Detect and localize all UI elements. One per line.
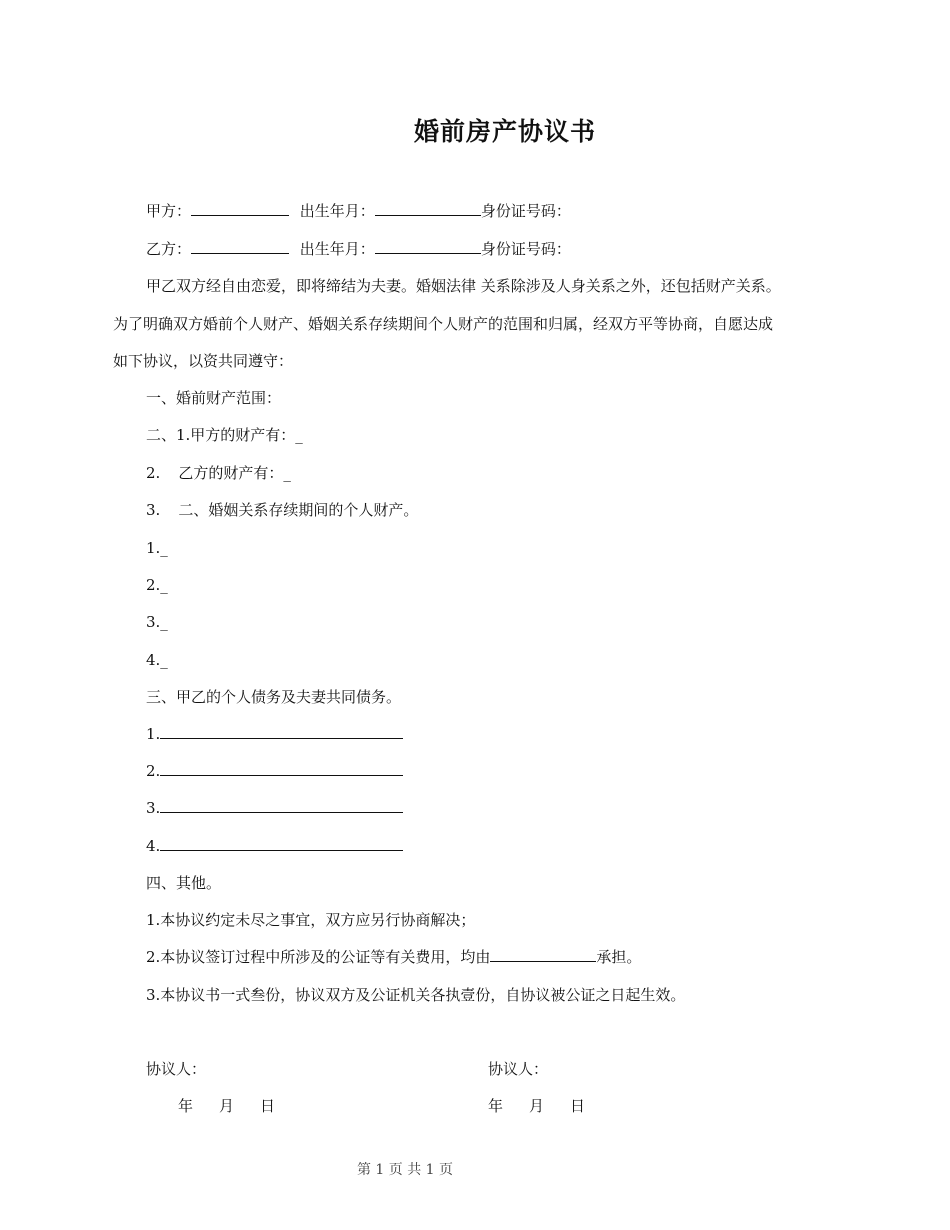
party-a-birth-blank[interactable] bbox=[375, 201, 481, 216]
signer-right-date bbox=[488, 1096, 585, 1116]
debt-item-blank[interactable] bbox=[160, 724, 403, 739]
debt-item bbox=[146, 761, 403, 781]
debt-item-num: 3. bbox=[146, 799, 161, 817]
intro-line-1: 甲乙双方经自由恋爱，即将缔结为夫妻。婚姻法律 关系除涉及人身关系之外，还包括财产关系。 bbox=[146, 277, 781, 295]
list-item: 2._ bbox=[146, 576, 168, 594]
debt-item-blank[interactable] bbox=[160, 836, 403, 851]
date-year: 年 bbox=[488, 1097, 504, 1115]
party-b-row bbox=[146, 239, 571, 259]
list-item: 3._ bbox=[146, 613, 168, 631]
debt-item bbox=[146, 798, 403, 818]
party-a-property: 二、1.甲方的财产有：_ bbox=[146, 426, 303, 444]
other-clause-1: 1.本协议约定未尽之事宜，双方应另行协商解决； bbox=[146, 911, 476, 929]
signer-left-date bbox=[178, 1096, 275, 1116]
party-b-label: 乙方： bbox=[146, 240, 192, 258]
party-b-id-label: 身份证号码： bbox=[480, 240, 571, 258]
party-b-property-num: 2. bbox=[146, 464, 161, 482]
party-a-name-blank[interactable] bbox=[191, 201, 289, 216]
party-a-label: 甲方： bbox=[146, 202, 192, 220]
party-b-birth-blank[interactable] bbox=[375, 239, 481, 254]
section-4-heading: 四、其他。 bbox=[146, 874, 222, 892]
other-clause-2-post: 承担。 bbox=[596, 948, 642, 966]
party-b-property bbox=[146, 463, 291, 483]
intro-line-3: 如下协议，以资共同遵守： bbox=[113, 352, 294, 370]
other-clause-3: 3.本协议书一式叁份，协议双方及公证机关各执壹份，自协议被公证之日起生效。 bbox=[146, 986, 686, 1004]
fee-payer-blank[interactable] bbox=[490, 947, 596, 962]
section-3-heading: 三、甲乙的个人债务及夫妻共同债务。 bbox=[146, 688, 402, 706]
debt-item-num: 1. bbox=[146, 725, 161, 743]
party-b-birth-label: 出生年月： bbox=[299, 240, 375, 258]
section-2-heading bbox=[146, 500, 418, 520]
other-clause-2 bbox=[146, 947, 641, 967]
date-year: 年 bbox=[178, 1097, 194, 1115]
list-item: 1._ bbox=[146, 539, 168, 557]
debt-item-num: 2. bbox=[146, 762, 161, 780]
list-item: 4._ bbox=[146, 651, 168, 669]
party-a-birth-label: 出生年月： bbox=[299, 202, 375, 220]
section-2-text: 二、婚姻关系存续期间的个人财产。 bbox=[178, 501, 419, 519]
party-a-row bbox=[146, 201, 571, 221]
debt-item-blank[interactable] bbox=[160, 798, 403, 813]
signer-left-label: 协议人： bbox=[146, 1060, 207, 1078]
intro-line-2: 为了明确双方婚前个人财产、婚姻关系存续期间个人财产的范围和归属，经双方平等协商，自愿达成 bbox=[113, 315, 774, 333]
debt-item bbox=[146, 724, 403, 744]
party-b-name-blank[interactable] bbox=[191, 239, 289, 254]
date-month: 月 bbox=[529, 1097, 545, 1115]
document-title: 婚前房产协议书 bbox=[413, 117, 596, 146]
date-day: 日 bbox=[570, 1097, 586, 1115]
party-b-property-text: 乙方的财产有：_ bbox=[178, 464, 291, 482]
section-1-heading: 一、婚前财产范围： bbox=[146, 389, 282, 407]
debt-item-blank[interactable] bbox=[160, 761, 403, 776]
signer-right-label: 协议人： bbox=[488, 1060, 549, 1078]
page-footer: 第 1 页 共 1 页 bbox=[356, 1162, 454, 1178]
date-day: 日 bbox=[260, 1097, 276, 1115]
date-month: 月 bbox=[219, 1097, 235, 1115]
other-clause-2-pre: 2.本协议签订过程中所涉及的公证等有关费用，均由 bbox=[146, 948, 491, 966]
debt-item bbox=[146, 836, 403, 856]
section-2-num: 3. bbox=[146, 501, 161, 519]
party-a-id-label: 身份证号码： bbox=[480, 202, 571, 220]
debt-item-num: 4. bbox=[146, 837, 161, 855]
